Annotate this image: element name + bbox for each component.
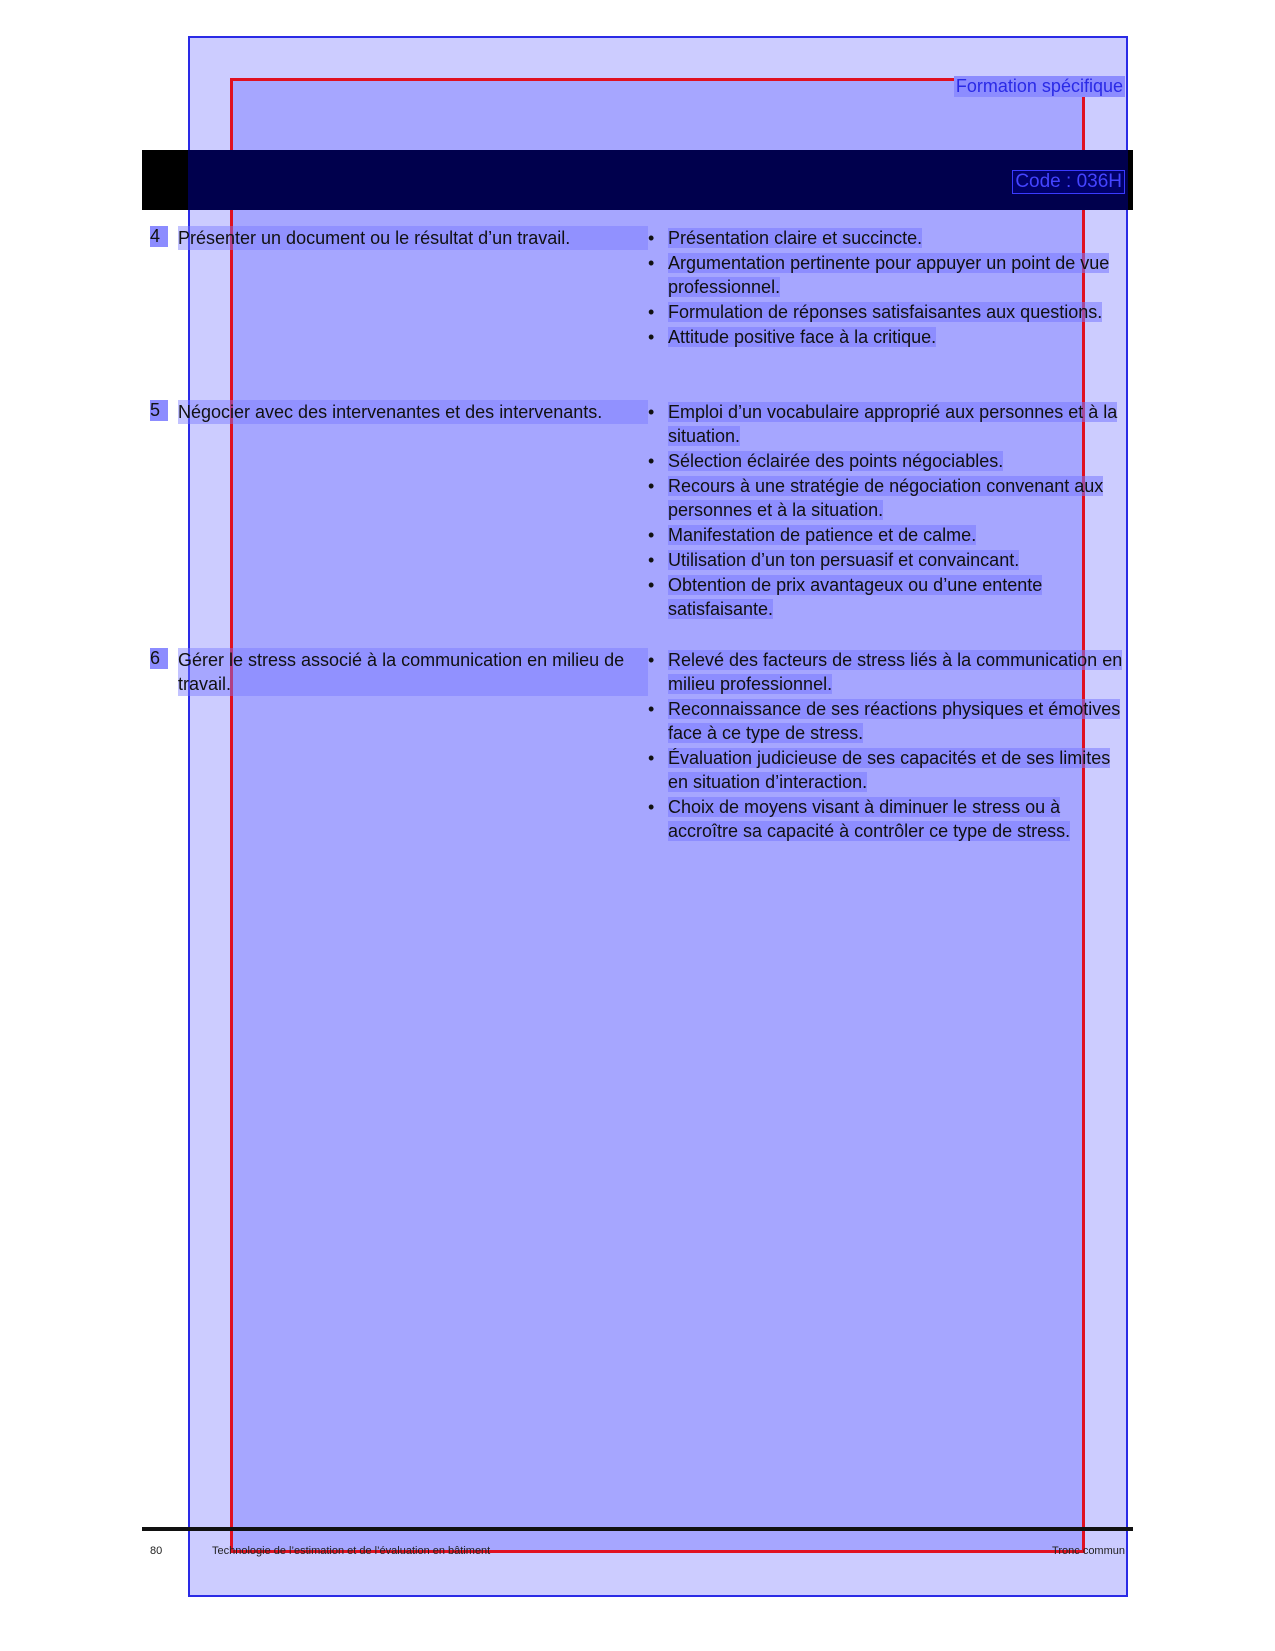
criterion-item: • Attitude positive face à la critique. <box>648 325 1128 349</box>
row-number: 6 <box>150 648 168 669</box>
criteria-list <box>648 648 1128 844</box>
row-number: 5 <box>150 400 168 421</box>
header-title: Formation spécifique <box>955 76 1123 96</box>
header-band-inner <box>188 150 1128 210</box>
page-number: 80 <box>150 1545 163 1557</box>
criterion-item: • Manifestation de patience et de calme. <box>648 523 1128 547</box>
criterion-item: • Formulation de réponses satisfaisantes aux questions. <box>648 300 1128 324</box>
criterion-item: • Obtention de prix avantageux ou d’une entente satisfaisante. <box>648 573 1128 621</box>
course-code: Code : 036H <box>1012 170 1125 194</box>
row-number: 4 <box>150 226 168 247</box>
footer-title: Technologie de l’estimation et de l’évaluation en bâtiment <box>212 1545 491 1557</box>
criterion-item: • Évaluation judicieuse de ses capacités et de ses limites en situation d’interaction. <box>648 746 1128 794</box>
criterion-item: • Emploi d’un vocabulaire approprié aux personnes et à la situation. <box>648 400 1128 448</box>
criteria-list <box>648 226 1128 350</box>
competence-text: Négocier avec des intervenantes et des intervenants. <box>178 400 648 424</box>
competence-text: Gérer le stress associé à la communication en milieu de travail. <box>178 648 648 696</box>
criteria-list <box>648 400 1128 622</box>
criterion-item: • Argumentation pertinente pour appuyer un point de vue professionnel. <box>648 251 1128 299</box>
criterion-item: • Sélection éclairée des points négociables. <box>648 449 1128 473</box>
competence-text: Présenter un document ou le résultat d’un travail. <box>178 226 648 250</box>
criterion-item: • Reconnaissance de ses réactions physiques et émotives face à ce type de stress. <box>648 697 1128 745</box>
footer-rule <box>142 1527 1133 1531</box>
criterion-item: • Choix de moyens visant à diminuer le stress ou à accroître sa capacité à contrôler ce type de stress. <box>648 795 1128 843</box>
criterion-item: • Utilisation d’un ton persuasif et convaincant. <box>648 548 1128 572</box>
criterion-item: • Relevé des facteurs de stress liés à la communication en milieu professionnel. <box>648 648 1128 696</box>
footer-section: Tronc commun <box>1052 1545 1125 1557</box>
criterion-item: • Présentation claire et succincte. <box>648 226 1128 250</box>
criterion-item: • Recours à une stratégie de négociation convenant aux personnes et à la situation. <box>648 474 1128 522</box>
